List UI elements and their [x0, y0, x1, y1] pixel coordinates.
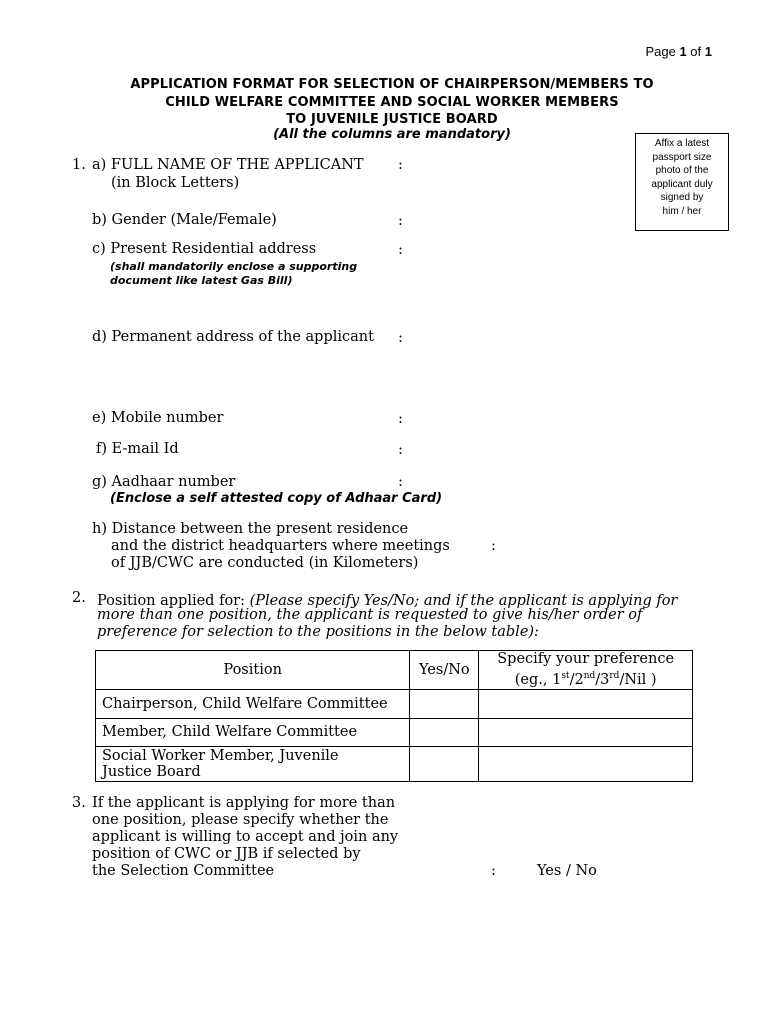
distance-label-line-1: h) Distance between the present residence [92, 521, 409, 537]
table-row [96, 689, 693, 718]
header-preference [479, 651, 693, 690]
row-yes-no-cell[interactable] [410, 689, 479, 718]
colon: : [398, 157, 403, 173]
page-current: 1 [679, 44, 687, 59]
table-row [96, 718, 693, 746]
row-position: Member, Child Welfare Committee [96, 718, 410, 746]
q3-line-4: position of CWC or JJB if selected by [92, 846, 361, 862]
full-name-label: a) FULL NAME OF THE APPLICANT [92, 157, 364, 173]
full-name-sublabel: (in Block Letters) [111, 175, 240, 191]
form-title-line-3: TO JUVENILE JUSTICE BOARD [286, 112, 498, 127]
form-title-line-1: APPLICATION FORMAT FOR SELECTION OF CHAIRPERSON/MEMBERS TO [130, 77, 654, 92]
position-table [95, 650, 693, 782]
row-position: Chairperson, Child Welfare Committee [96, 689, 410, 718]
distance-label-line-2: and the district headquarters where meetings [111, 538, 450, 554]
header-position: Position [96, 651, 410, 690]
header-preference-label: Specify your preference [497, 651, 675, 667]
q3-line-5: the Selection Committee [92, 863, 275, 879]
photo-box [635, 133, 729, 231]
gender-label: b) Gender (Male/Female) [92, 212, 277, 228]
photo-instruction-line: signed by [660, 192, 704, 203]
page-of: of [686, 44, 705, 59]
q3-line-1: If the applicant is applying for more than [92, 795, 396, 811]
form-title-line-2: CHILD WELFARE COMMITTEE AND SOCIAL WORKER MEMBERS [165, 95, 619, 110]
q3-answer-options[interactable]: Yes / No [537, 863, 597, 879]
row-position [96, 746, 410, 781]
colon: : [398, 242, 403, 258]
table-header-row [96, 651, 693, 690]
photo-instruction-line: applicant duly [651, 178, 713, 190]
page-label: Page [645, 44, 680, 59]
permanent-address-label: d) Permanent address of the applicant [92, 329, 374, 345]
photo-instruction-line: Affix a latest [654, 138, 710, 149]
colon: : [491, 863, 496, 879]
distance-label-line-3: of JJB/CWC are conducted (in Kilometers) [111, 555, 419, 571]
q3-line-3: applicant is willing to accept and join any [92, 829, 399, 845]
position-applied-line-2: more than one position, the applicant is requested to give his/her order of [97, 607, 643, 623]
aadhaar-label: g) Aadhaar number [92, 474, 236, 490]
form-subtitle: (All the columns are mandatory) [273, 127, 511, 142]
header-yes-no: Yes/No [410, 651, 479, 690]
position-applied-instruction: (Please specify Yes/No; and if the applicant is applying for [249, 593, 678, 609]
colon: : [398, 411, 403, 427]
row-yes-no-cell[interactable] [410, 746, 479, 781]
item-3-number: 3. [72, 795, 86, 811]
position-applied-label: Position applied for: [97, 593, 250, 609]
photo-instruction-line: passport size [652, 151, 712, 163]
colon: : [491, 538, 496, 554]
colon: : [398, 330, 403, 346]
photo-instruction-line: him / her [662, 205, 702, 217]
item-1-number: 1. [72, 157, 86, 173]
colon: : [398, 442, 403, 458]
present-address-note-2: document like latest Gas Bill) [110, 274, 293, 287]
email-label: f) E-mail Id [96, 441, 179, 457]
present-address-note-1: (shall mandatorily enclose a supporting [110, 260, 358, 273]
row-preference-cell[interactable] [479, 746, 693, 781]
aadhaar-note: (Enclose a self attested copy of Adhaar Card) [110, 491, 443, 506]
row-preference-cell[interactable] [479, 689, 693, 718]
colon: : [398, 213, 403, 229]
item-2-number: 2. [72, 590, 86, 606]
row-preference-cell[interactable] [479, 718, 693, 746]
present-address-label: c) Present Residential address [92, 241, 317, 257]
row-position-line: Justice Board [102, 763, 201, 780]
position-applied-line-3: preference for selection to the positions in the below table): [97, 624, 539, 640]
photo-instruction-line: photo of the [655, 165, 709, 176]
table-row [96, 746, 693, 781]
row-yes-no-cell[interactable] [410, 718, 479, 746]
q3-line-2: one position, please specify whether the [92, 812, 389, 828]
row-position-line: Social Worker Member, Juvenile [102, 747, 339, 764]
page-total: 1 [704, 44, 712, 59]
colon: : [398, 474, 403, 490]
mobile-label: e) Mobile number [92, 410, 224, 426]
page-number [645, 44, 712, 59]
header-preference-example: (eg., 1st/2nd/3rd/Nil ) [514, 671, 657, 688]
